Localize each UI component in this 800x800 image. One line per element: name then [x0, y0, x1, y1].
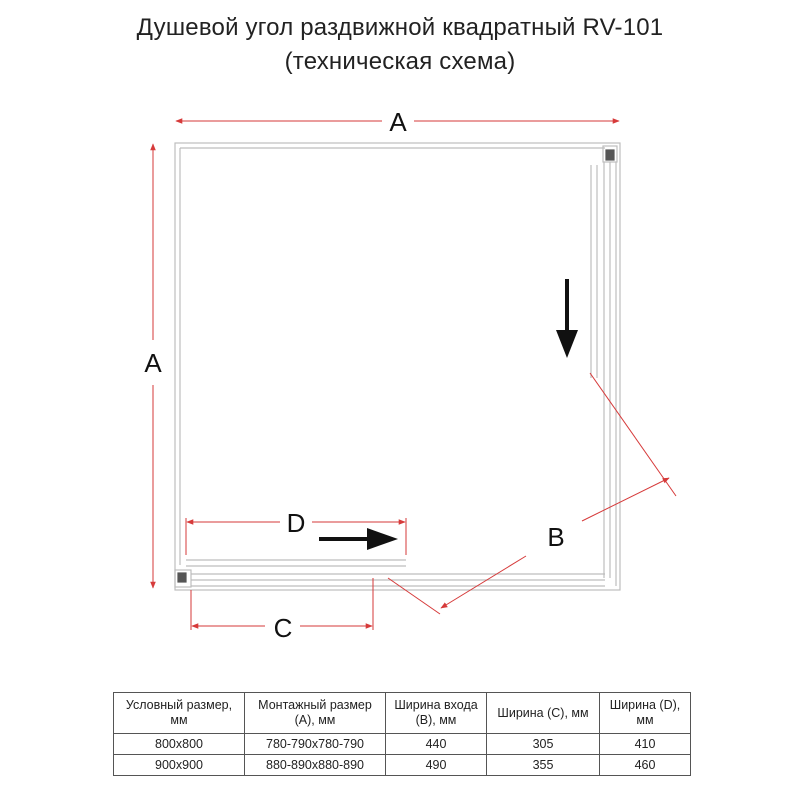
header-nominal-size: Условный размер, мм — [114, 693, 245, 734]
header-mounting-size: Монтажный размер (А), мм — [245, 693, 386, 734]
arrow-right-icon — [319, 528, 398, 550]
table-row — [114, 755, 691, 776]
table-cell: 490 — [386, 755, 487, 776]
dimension-d-label: D — [286, 508, 306, 538]
dimension-b-label: B — [547, 522, 565, 552]
table-cell: 880-890x880-890 — [245, 755, 386, 776]
table-cell: 355 — [487, 755, 600, 776]
specs-table — [113, 692, 691, 776]
dimension-c-label: C — [273, 613, 293, 643]
header-entry-width-b: Ширина входа (В), мм — [386, 693, 487, 734]
diagram-title: Душевой угол раздвижной квадратный RV-101 — [136, 14, 664, 41]
table-cell: 305 — [487, 734, 600, 755]
table-row — [114, 734, 691, 755]
table-cell: 780-790x780-790 — [245, 734, 386, 755]
diagram-subtitle: (техническая схема) — [284, 48, 516, 75]
dimension-b — [388, 373, 676, 614]
bottom-door-panels — [175, 560, 605, 587]
table-cell: 900x900 — [114, 755, 245, 776]
table-cell: 460 — [600, 755, 691, 776]
table-cell: 410 — [600, 734, 691, 755]
table-header-row — [114, 693, 691, 734]
arrow-down-icon — [556, 279, 578, 358]
right-door-panels — [591, 146, 617, 586]
header-width-c: Ширина (С), мм — [487, 693, 600, 734]
header-width-d: Ширина (D), мм — [600, 693, 691, 734]
table-cell: 800x800 — [114, 734, 245, 755]
table-cell: 440 — [386, 734, 487, 755]
dimension-a-top-label: A — [389, 107, 407, 137]
dimension-a-left-label: A — [144, 348, 162, 378]
